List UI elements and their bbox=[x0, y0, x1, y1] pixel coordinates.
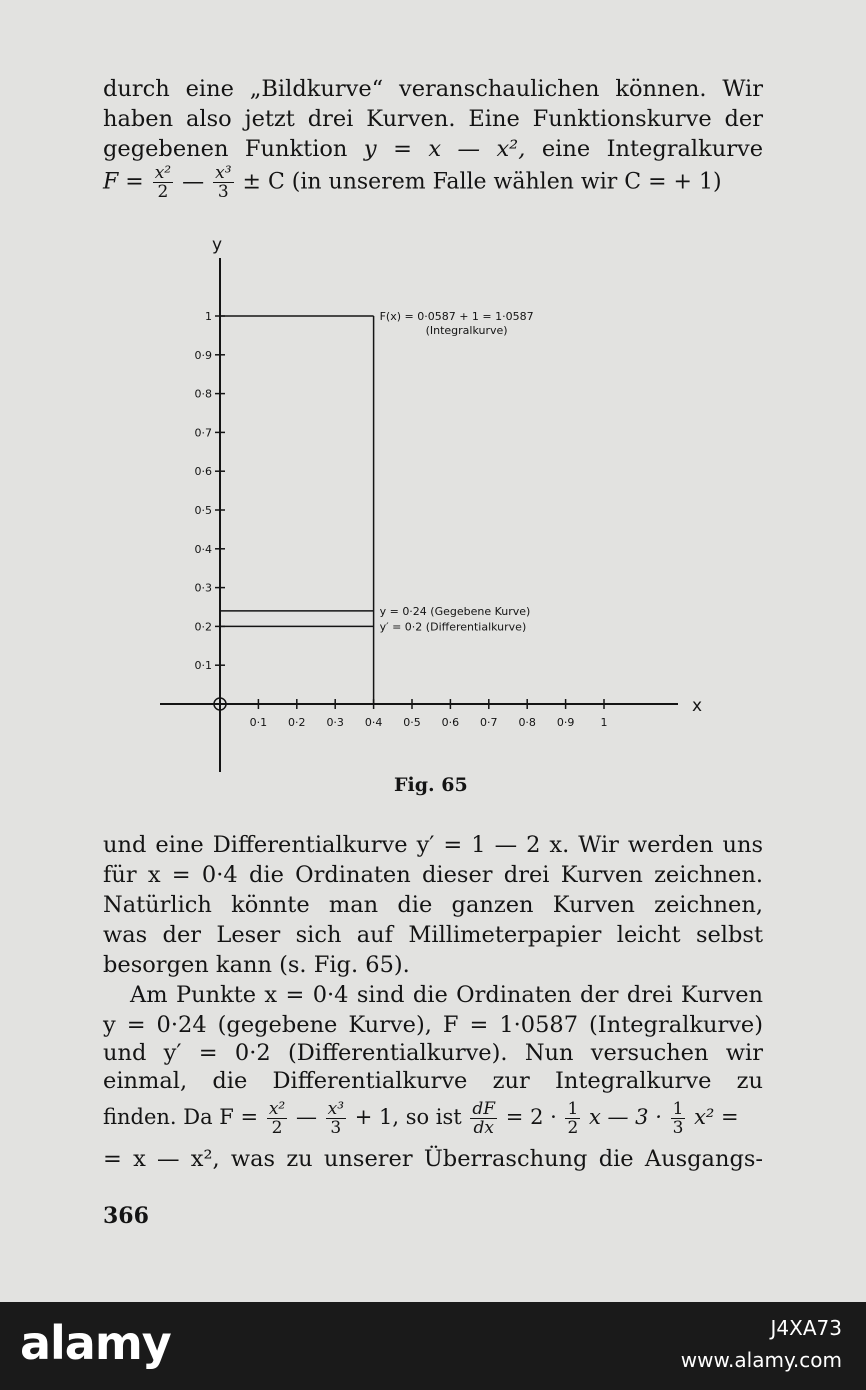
x-tick-label: 0·7 bbox=[480, 716, 498, 729]
text-line-14 bbox=[103, 1100, 763, 1137]
y-tick-label: 0·7 bbox=[194, 426, 212, 440]
y-tick-label: 0·3 bbox=[194, 581, 212, 595]
text-line-6: für x = 0·4 die Ordinaten dieser drei Kurven zeichnen. bbox=[103, 862, 763, 888]
numerator: x³ bbox=[327, 1099, 345, 1119]
text-line-3 bbox=[103, 136, 763, 162]
text-line-4 bbox=[103, 164, 763, 201]
y-tick-label: 0·4 bbox=[194, 542, 212, 556]
figure-caption: Fig. 65 bbox=[394, 774, 468, 796]
x-tick-label: 0·3 bbox=[326, 716, 344, 729]
denominator: 3 bbox=[672, 1118, 684, 1138]
formula-part: F = bbox=[103, 169, 144, 195]
formula-part: x² = bbox=[694, 1105, 739, 1129]
text-line-10: Am Punkte x = 0·4 sind die Ordinaten der drei Kurven bbox=[130, 982, 763, 1008]
formula-part: ± C (in unserem Falle wählen wir C = + 1) bbox=[242, 169, 722, 195]
formula-part: x — 3 · bbox=[588, 1105, 662, 1129]
x-tick-label: 0·5 bbox=[403, 716, 421, 729]
y-tick-label: 0·6 bbox=[194, 465, 212, 479]
x-tick-label: 0·6 bbox=[441, 716, 460, 729]
numerator: 1 bbox=[672, 1099, 684, 1119]
level-label: F(x) = 0·0587 + 1 = 1·0587 bbox=[379, 310, 534, 323]
y-tick-label: 0·2 bbox=[194, 620, 212, 634]
text-line-11: y = 0·24 (gegebene Kurve), F = 1·0587 (Integralkurve) bbox=[103, 1012, 763, 1038]
text-line-13: einmal, die Differentialkurve zur Integralkurve zu bbox=[103, 1068, 763, 1094]
text-line-9: besorgen kann (s. Fig. 65). bbox=[103, 952, 410, 978]
numerator: x² bbox=[154, 163, 172, 183]
denominator: 2 bbox=[271, 1118, 283, 1138]
y-tick-label: 0·9 bbox=[194, 348, 212, 362]
fraction bbox=[671, 1100, 686, 1137]
brand-logo: alamy bbox=[20, 1316, 171, 1370]
numerator: x³ bbox=[215, 163, 232, 183]
denominator: 2 bbox=[567, 1118, 579, 1138]
y-tick-label: 0·5 bbox=[194, 504, 212, 517]
y-tick-label: 0·8 bbox=[194, 387, 212, 401]
text-line-7: Natürlich könnte man die ganzen Kurven zeichnen, bbox=[103, 892, 763, 918]
level-sublabel: (Integralkurve) bbox=[425, 324, 508, 337]
site-url: www.alamy.com bbox=[680, 1348, 842, 1372]
word: Integralkurve bbox=[606, 136, 764, 162]
formula-part: + 1, so ist bbox=[354, 1105, 462, 1129]
text-line-12: und y′ = 0·2 (Differentialkurve). Nun versuchen wir bbox=[103, 1040, 763, 1066]
x-axis-label: x bbox=[692, 696, 703, 716]
word: gegebenen bbox=[103, 136, 229, 162]
denominator: dx bbox=[473, 1118, 494, 1138]
formula-part: finden. Da F = bbox=[103, 1105, 259, 1129]
page-number: 366 bbox=[103, 1203, 149, 1229]
y-tick-label: 0·1 bbox=[194, 659, 212, 673]
denominator: 2 bbox=[157, 182, 169, 202]
word: Funktion bbox=[244, 136, 348, 162]
numerator: 1 bbox=[567, 1099, 579, 1119]
fraction bbox=[565, 1100, 580, 1137]
denominator: 3 bbox=[217, 182, 229, 202]
x-tick-label: 0·2 bbox=[288, 716, 306, 729]
fraction bbox=[153, 164, 173, 201]
word: eine bbox=[541, 136, 591, 162]
image-id: J4XA73 bbox=[770, 1316, 842, 1340]
figure-65 bbox=[0, 230, 866, 790]
formula-part: = 2 · bbox=[505, 1105, 557, 1129]
x-tick-label: 0·1 bbox=[249, 716, 268, 729]
fraction bbox=[213, 164, 233, 201]
level-label: y = 0·24 (Gegebene Kurve) bbox=[379, 604, 531, 618]
text-line-15: = x — x², was zu unserer Überraschung die Ausgangs- bbox=[103, 1146, 763, 1172]
x-tick-label: 0·4 bbox=[364, 716, 383, 729]
x-tick-label: 0·9 bbox=[556, 716, 575, 729]
text-line-1: durch eine „Bildkurve“ veranschaulichen können. Wir bbox=[103, 76, 763, 102]
denominator: 3 bbox=[330, 1118, 342, 1138]
text-line-8: was der Leser sich auf Millimeterpapier leicht selbst bbox=[103, 922, 763, 948]
y-tick-label: 1 bbox=[205, 310, 212, 323]
formula: y = x — x², bbox=[363, 136, 526, 162]
numerator: x² bbox=[268, 1099, 286, 1119]
text-line-2: haben also jetzt drei Kurven. Eine Funktionskurve der bbox=[103, 106, 763, 132]
level-label: y′ = 0·2 (Differentialkurve) bbox=[379, 620, 527, 634]
numerator: dF bbox=[472, 1099, 496, 1119]
x-tick-label: 1 bbox=[600, 716, 608, 729]
fraction bbox=[267, 1100, 287, 1137]
y-axis-label: y bbox=[212, 235, 223, 255]
x-tick-label: 0·8 bbox=[518, 716, 536, 729]
fraction bbox=[470, 1100, 497, 1137]
minus-sign: — bbox=[295, 1105, 317, 1129]
minus-sign: — bbox=[182, 169, 205, 195]
watermark-footer bbox=[0, 1302, 866, 1390]
text-line-5: und eine Differentialkurve y′ = 1 — 2 x. Wir werden uns bbox=[103, 832, 763, 858]
fraction bbox=[326, 1100, 346, 1137]
